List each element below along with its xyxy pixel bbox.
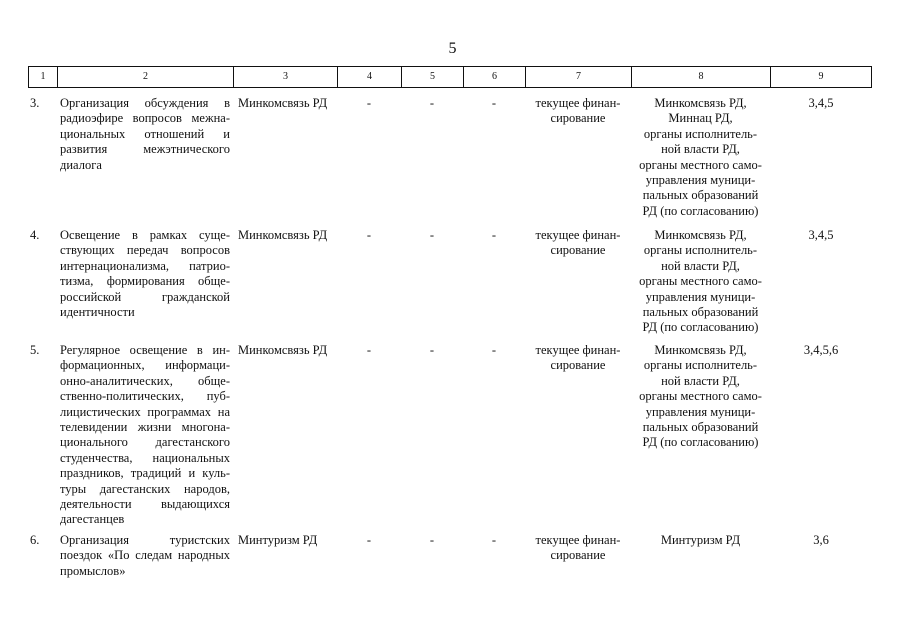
col-header-3: 3 [233, 66, 337, 88]
row-responsible: Минтуризм РД [238, 533, 318, 547]
row-tasks: 3,6 [813, 533, 829, 547]
col-header-6: 6 [463, 66, 525, 88]
row-responsible: Минкомсвязь РД [238, 96, 328, 110]
row-financing: текущее финан- сирование [535, 533, 621, 563]
col-header-4: 4 [337, 66, 401, 88]
row-description: Организация туристских поездок «По следам народных промыслов» [60, 533, 230, 578]
row-col6: - [491, 96, 497, 110]
row-executors: Минкомсвязь РД, органы исполнитель- ной власти РД, органы местного само- управления муници- пальных образований РД (по согласованию) [639, 343, 762, 450]
row-tasks: 3,4,5 [808, 96, 834, 110]
col-header-9: 9 [770, 66, 872, 88]
row-number: 5. [30, 343, 40, 357]
row-col4: - [366, 228, 372, 242]
col-header-2: 2 [57, 66, 233, 88]
row-financing: текущее финан- сирование [535, 96, 621, 126]
row-col6: - [491, 533, 497, 547]
row-tasks: 3,4,5 [808, 228, 834, 242]
col-header-8: 8 [631, 66, 770, 88]
row-number: 3. [30, 96, 40, 110]
row-responsible: Минкомсвязь РД [238, 343, 328, 357]
row-col5: - [429, 96, 435, 110]
page-number: 5 [448, 40, 457, 57]
row-executors: Минтуризм РД [660, 533, 741, 547]
row-number: 6. [30, 533, 40, 547]
col-header-7: 7 [525, 66, 631, 88]
row-number: 4. [30, 228, 40, 242]
row-tasks: 3,4,5,6 [803, 343, 839, 357]
row-col5: - [429, 343, 435, 357]
row-col6: - [491, 228, 497, 242]
row-description: Организация обсуждения в радиоэфире вопросов межна-циональных отношений и развития межэтнического диалога [60, 96, 230, 172]
row-executors: Минкомсвязь РД, Миннац РД, органы исполнитель- ной власти РД, органы местного само- управления муници- пальных образований РД (по согласованию) [639, 96, 762, 218]
row-col4: - [366, 533, 372, 547]
row-col5: - [429, 533, 435, 547]
row-executors: Минкомсвязь РД, органы исполнитель- ной власти РД, органы местного само- управления муници- пальных образований РД (по согласованию) [639, 228, 762, 335]
row-financing: текущее финан- сирование [535, 343, 621, 373]
row-col4: - [366, 96, 372, 110]
col-header-1: 1 [28, 66, 57, 88]
row-responsible: Минкомсвязь РД [238, 228, 328, 242]
row-col5: - [429, 228, 435, 242]
row-description: Регулярное освещение в ин-формационных, информаци-онно-аналитических, обще-ственно-политических, пуб-лицистических программах на телевидении жизни многона-ционального дагестанского студенчества, национальных праздников, традиций и куль-туры дагестанских народов, деятельности выдающихся дагестанцев [60, 343, 230, 527]
row-col4: - [366, 343, 372, 357]
row-col6: - [491, 343, 497, 357]
col-header-5: 5 [401, 66, 463, 88]
row-financing: текущее финан- сирование [535, 228, 621, 258]
row-description: Освещение в рамках суще-ствующих передач вопросов интернационализма, патрио-тизма, формирования обще-российской гражданской идентичности [60, 228, 230, 320]
